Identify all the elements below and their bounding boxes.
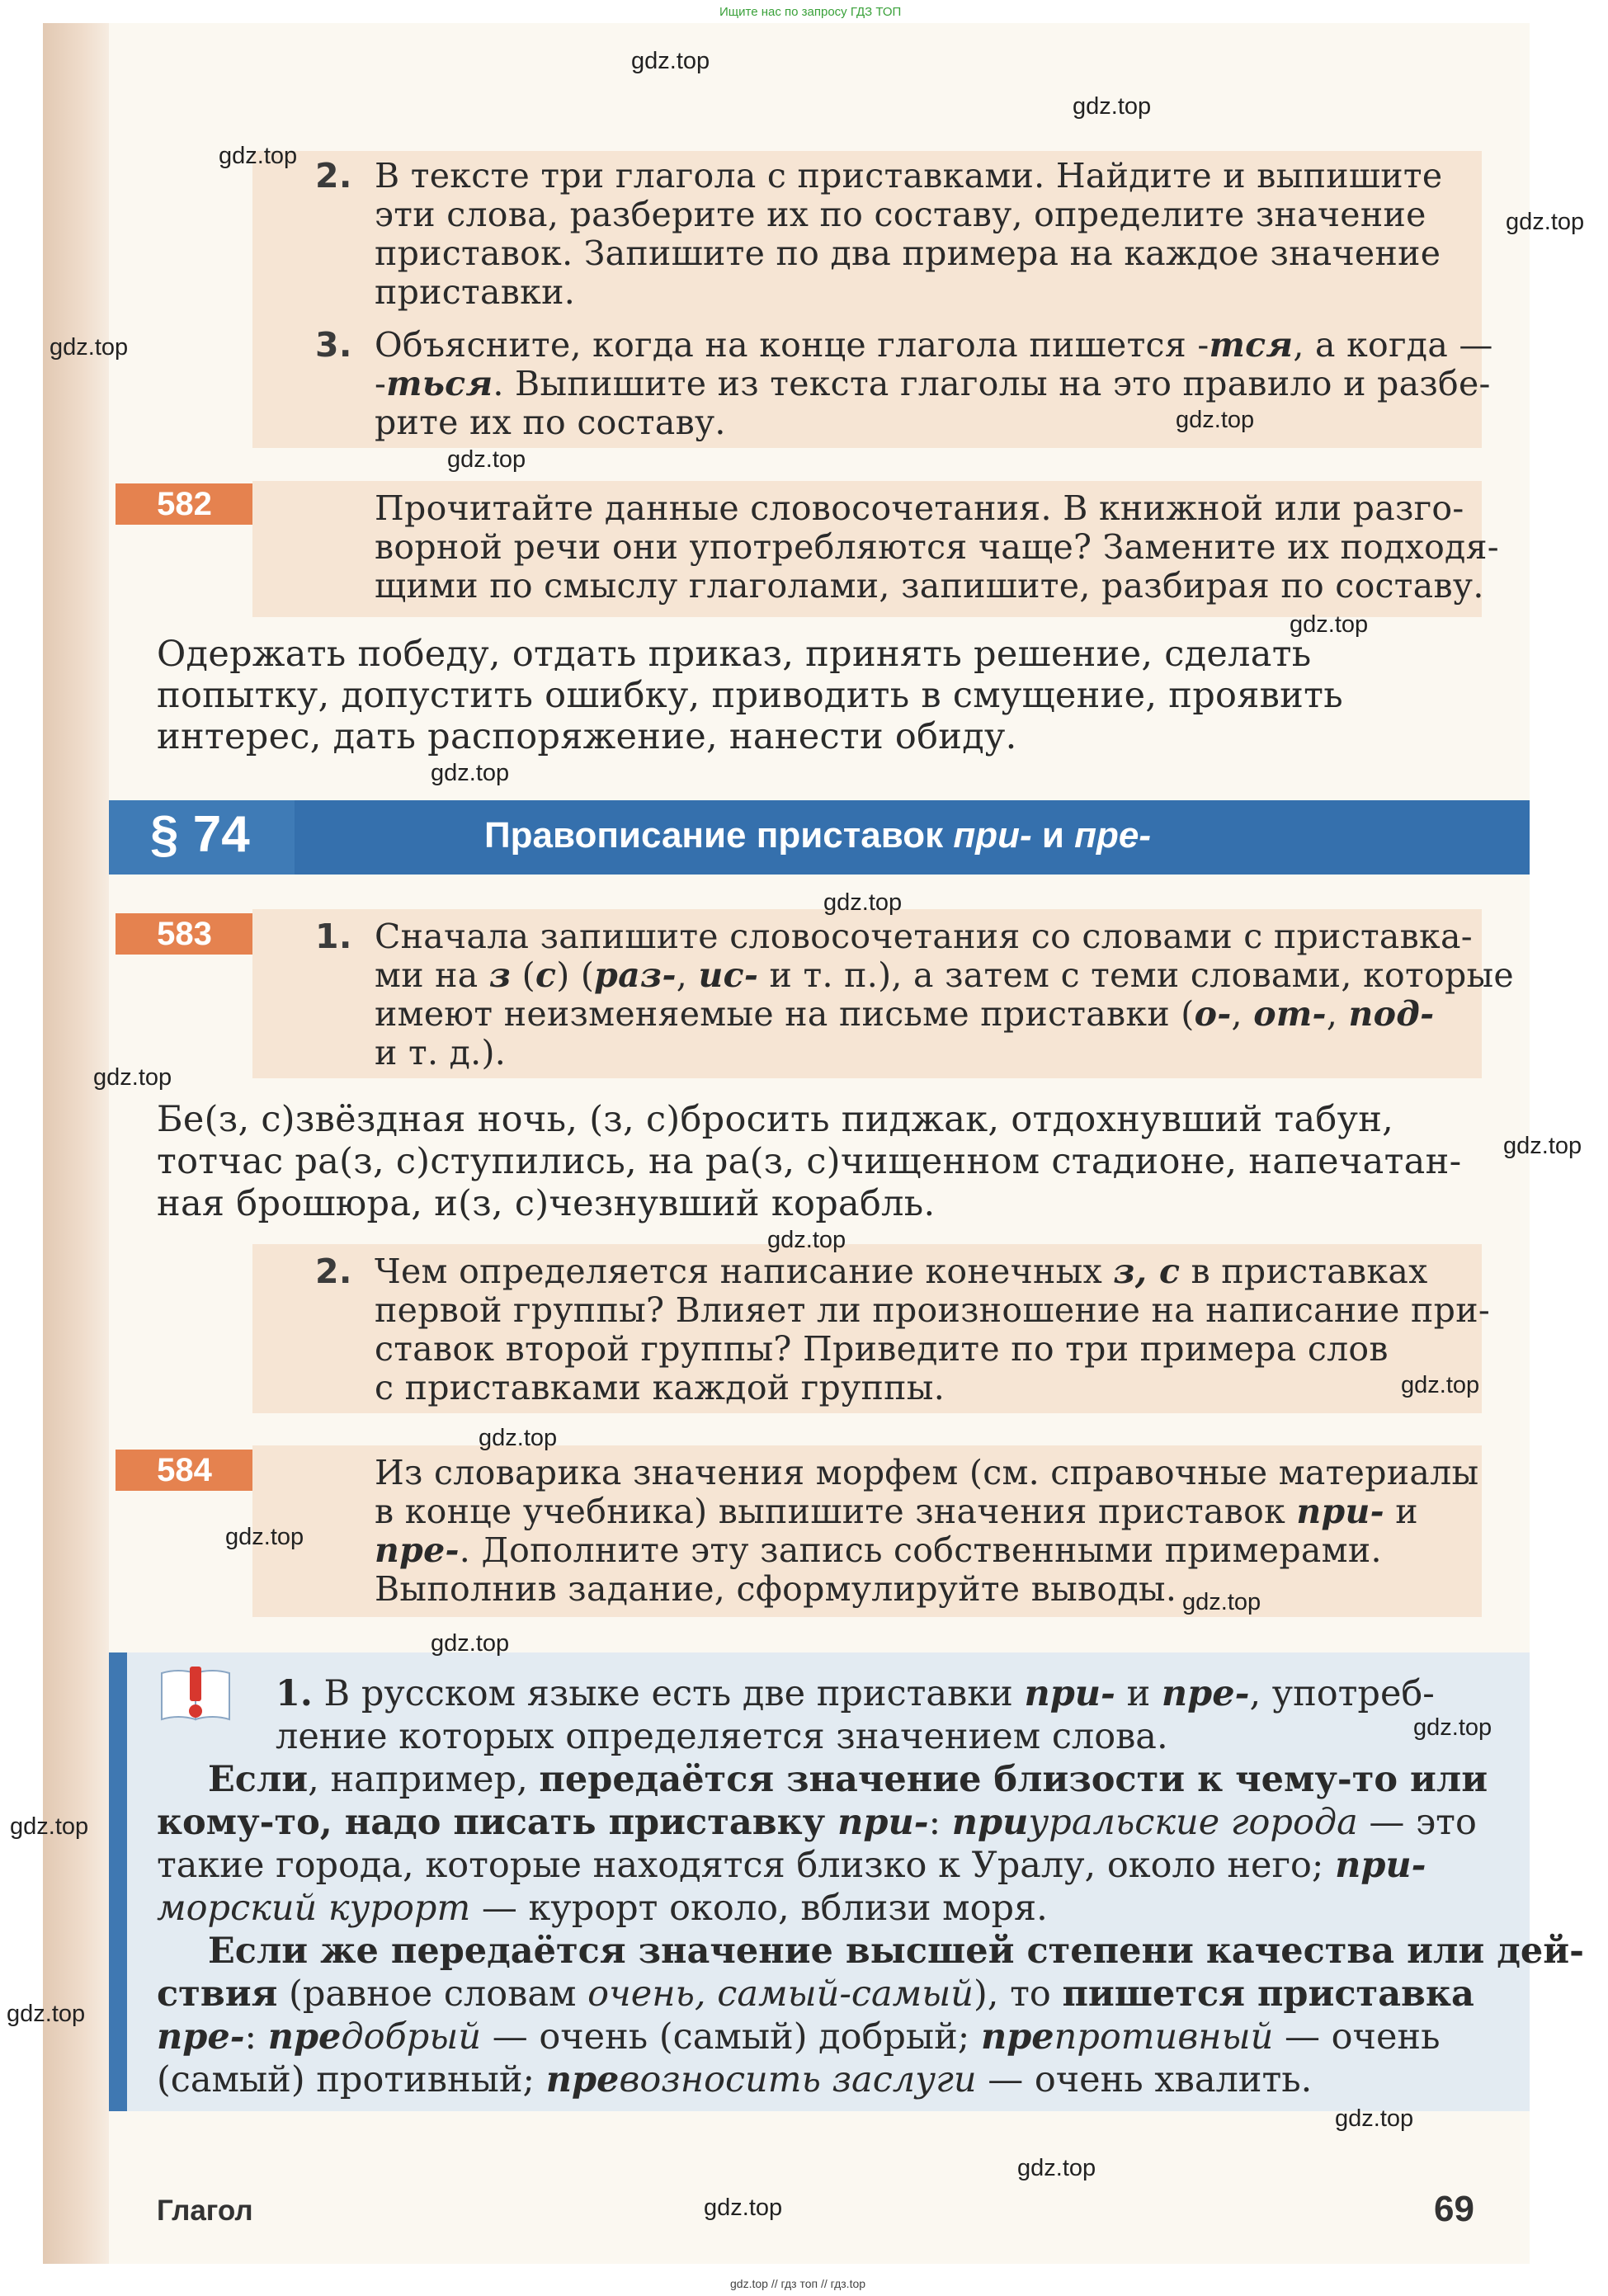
exercise-line: Одержать победу, отдать приказ, принять решение, сделать bbox=[157, 634, 1312, 675]
section-header bbox=[109, 800, 1530, 875]
exercise-line: попытку, допустить ошибку, приводить в смущение, проявить bbox=[157, 675, 1343, 716]
watermark: gdz.top bbox=[1506, 209, 1585, 235]
task-582-line: ворной речи они употребляются чаще? Замените их подходя- bbox=[375, 527, 1499, 567]
watermark: gdz.top bbox=[431, 1630, 510, 1657]
watermark: gdz.top bbox=[1335, 2105, 1414, 2132]
task-583-q2-line: Чем определяется написание конечных з, с в приставках bbox=[375, 1252, 1428, 1291]
watermark: gdz.top bbox=[631, 48, 710, 74]
rule-line: ление которых определяется значением слова. bbox=[276, 1716, 1168, 1757]
question-number: 1. bbox=[315, 917, 352, 956]
exclamation-icon bbox=[158, 1665, 233, 1724]
watermark: gdz.top bbox=[431, 760, 510, 786]
watermark: gdz.top bbox=[479, 1425, 558, 1451]
rule-line: ствия (равное словам очень, самый-самый), то пишется приставка bbox=[157, 1973, 1474, 2015]
exercise-line: тотчас ра(з, с)ступились, на ра(з, с)чищенном стадионе, напечатан- bbox=[157, 1141, 1462, 1182]
task-number-badge: 582 bbox=[116, 483, 253, 525]
watermark: gdz.top bbox=[225, 1524, 304, 1550]
task-584-line: в конце учебника) выпишите значения приставок при- и bbox=[375, 1492, 1418, 1531]
task-584-line: Выполнив задание, сформулируйте выводы. bbox=[375, 1569, 1177, 1609]
task-583-q2-line: с приставками каждой группы. bbox=[375, 1368, 945, 1407]
watermark: gdz.top bbox=[767, 1227, 846, 1253]
watermark: gdz.top bbox=[823, 889, 903, 916]
watermark: gdz.top bbox=[447, 446, 526, 473]
rule-line: кому-то, надо писать приставку при-: приуральские города — это bbox=[157, 1802, 1477, 1843]
task-584-line: пре-. Дополните эту запись собственными примерами. bbox=[375, 1530, 1382, 1570]
task-583-q1-line: ми на з (с) (раз-, ис- и т. п.), а затем с теми словами, которые bbox=[375, 955, 1514, 995]
watermark: gdz.top bbox=[1503, 1133, 1582, 1159]
watermark: gdz.top bbox=[1413, 1714, 1492, 1741]
task-number-badge: 583 bbox=[116, 913, 253, 955]
watermark: gdz.top bbox=[1290, 611, 1369, 638]
task-583-q2-line: первой группы? Влияет ли произношение на написание при- bbox=[375, 1290, 1490, 1330]
rule-line: (самый) противный; превозносить заслуги — очень хвалить. bbox=[157, 2059, 1313, 2100]
task-581-q2-line: эти слова, разберите их по составу, определите значение bbox=[375, 195, 1426, 234]
watermark: gdz.top bbox=[7, 2001, 86, 2027]
section-title: Правописание приставок при- и пре- bbox=[484, 815, 1152, 856]
watermark: gdz.top bbox=[10, 1813, 89, 1840]
task-583-q1-line: и т. д.). bbox=[375, 1033, 507, 1073]
watermark: gdz.top bbox=[1017, 2155, 1096, 2181]
task-583-q2-line: ставок второй группы? Приведите по три примера слов bbox=[375, 1329, 1389, 1369]
task-581-q2-line: приставки. bbox=[375, 272, 576, 312]
watermark: gdz.top bbox=[704, 2195, 783, 2221]
top-notice: Ищите нас по запросу ГДЗ ТОП bbox=[719, 5, 902, 19]
watermark: gdz.top bbox=[1073, 93, 1152, 120]
section-number: § 74 bbox=[150, 806, 250, 863]
question-number: 2. bbox=[315, 156, 352, 196]
exercise-line: ная брошюра, и(з, с)чезнувший корабль. bbox=[157, 1183, 936, 1224]
watermark: gdz.top bbox=[50, 334, 129, 361]
task-581-q2-line: приставок. Запишите по два примера на каждое значение bbox=[375, 233, 1441, 273]
rule-line: 1. В русском языке есть две приставки при- и пре-, употреб- bbox=[276, 1673, 1435, 1714]
task-number-badge: 584 bbox=[116, 1450, 253, 1491]
watermark: gdz.top bbox=[1176, 407, 1255, 433]
rule-line: Если, например, передаётся значение близости к чему-то или bbox=[208, 1759, 1488, 1800]
question-number: 3. bbox=[315, 325, 352, 365]
task-582-line: Прочитайте данные словосочетания. В книжной или разго- bbox=[375, 488, 1464, 528]
rule-line: такие города, которые находятся близко к Уралу, около него; при- bbox=[157, 1845, 1426, 1886]
rule-accent-bar bbox=[109, 1652, 127, 2111]
rule-line: пре-: предобрый — очень (самый) добрый; препротивный — очень bbox=[157, 2016, 1441, 2058]
watermark: gdz.top bbox=[1182, 1589, 1261, 1615]
page-number: 69 bbox=[1434, 2189, 1474, 2229]
task-584-line: Из словарика значения морфем (см. справочные материалы bbox=[375, 1453, 1479, 1492]
exercise-line: Бе(з, с)звёздная ночь, (з, с)бросить пиджак, отдохнувший табун, bbox=[157, 1099, 1394, 1140]
task-581-q3-line: рите их по составу. bbox=[375, 403, 726, 442]
exercise-line: интерес, дать распоряжение, нанести обиду. bbox=[157, 716, 1017, 757]
rule-line: Если же передаётся значение высшей степени качества или дей- bbox=[208, 1931, 1584, 1972]
footer-chapter: Глагол bbox=[157, 2195, 253, 2227]
watermark: gdz.top bbox=[1401, 1372, 1480, 1398]
task-583-q1-line: имеют неизменяемые на письме приставки (о-, от-, под- bbox=[375, 994, 1435, 1034]
task-582-line: щими по смыслу глаголами, запишите, разбирая по составу. bbox=[375, 566, 1484, 606]
bottom-notice: gdz.top // гдз топ // гдз.top bbox=[730, 2277, 866, 2290]
task-581-q3-line: Объясните, когда на конце глагола пишется -тся, а когда — bbox=[375, 325, 1493, 365]
task-581-q2-line: В тексте три глагола с приставками. Найдите и выпишите bbox=[375, 156, 1443, 196]
task-581-q3-line: -ться. Выпишите из текста глаголы на это правило и разбе- bbox=[375, 364, 1491, 403]
watermark: gdz.top bbox=[219, 143, 298, 169]
question-number: 2. bbox=[315, 1252, 352, 1291]
rule-line: морский курорт — курорт около, вблизи моря. bbox=[157, 1888, 1048, 1929]
task-583-q1-line: Сначала запишите словосочетания со словами с приставка- bbox=[375, 917, 1473, 956]
watermark: gdz.top bbox=[93, 1064, 172, 1091]
